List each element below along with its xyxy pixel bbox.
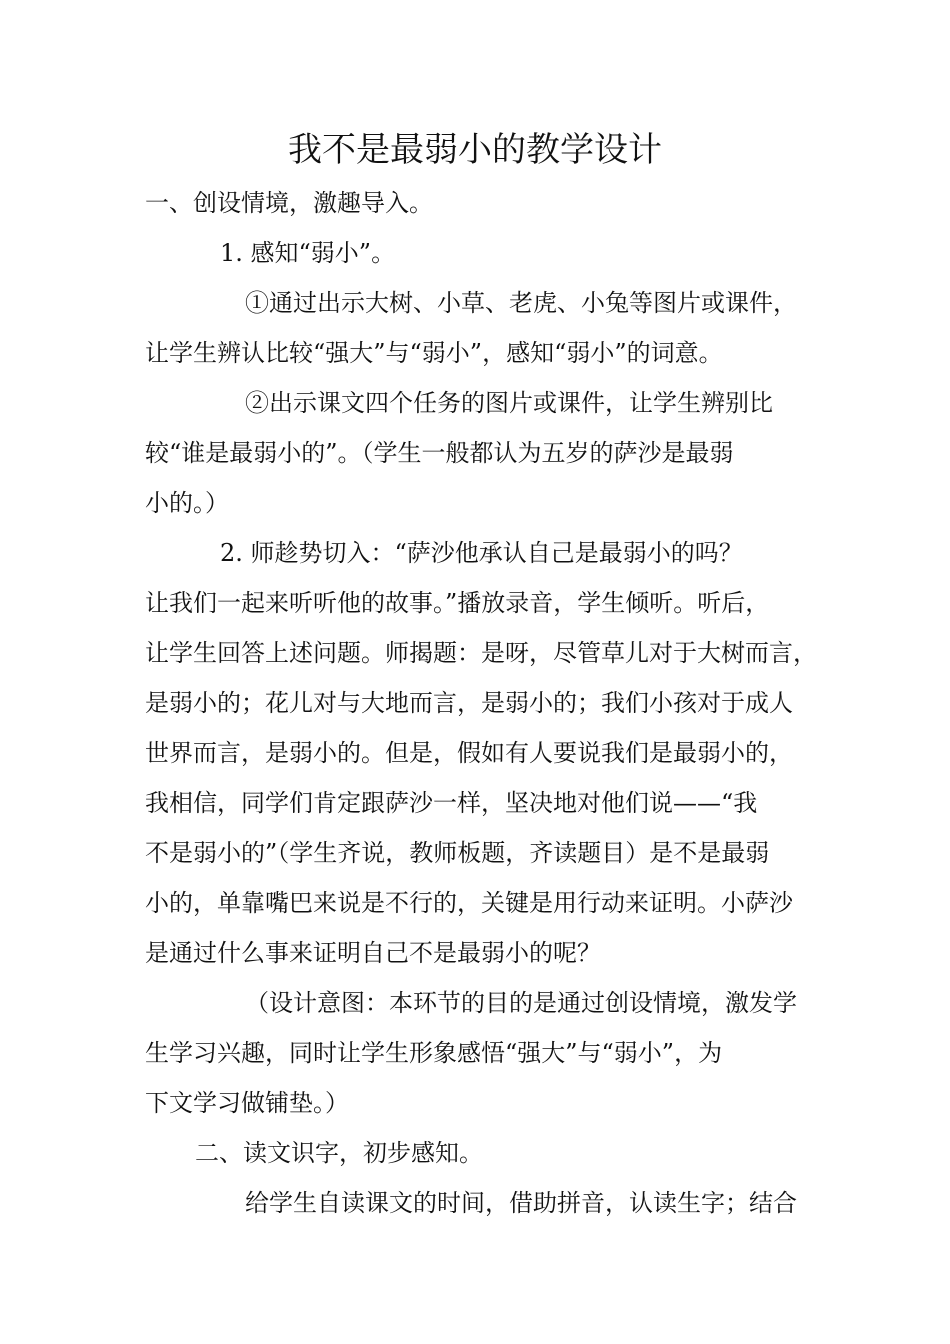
paragraph-line: 世界而言，是弱小的。但是，假如有人要说我们是最弱小的， bbox=[145, 739, 793, 767]
subheading-2: 2. 师趁势切入：“萨沙他承认自己是最弱小的吗？ bbox=[220, 539, 743, 567]
paragraph-line: 给学生自读课文的时间，借助拼音，认读生字；结合 bbox=[245, 1189, 797, 1217]
design-intent-line: 下文学习做铺垫。） bbox=[145, 1089, 349, 1117]
section-heading-1: 一、创设情境，激趣导入。 bbox=[145, 189, 433, 217]
paragraph-line: 让学生辨认比较“强大”与“弱小”，感知“弱小”的词意。 bbox=[145, 339, 723, 367]
page-title: 我不是最弱小的教学设计 bbox=[288, 130, 662, 170]
section-heading-2: 二、读文识字，初步感知。 bbox=[195, 1139, 483, 1167]
paragraph-line: 不是弱小的”（学生齐说，教师板题，齐读题目）是不是最弱 bbox=[145, 839, 770, 867]
paragraph-line: 小的。） bbox=[145, 489, 229, 517]
paragraph-line: 较“谁是最弱小的”。（学生一般都认为五岁的萨沙是最弱 bbox=[145, 439, 734, 467]
paragraph-line: 是通过什么事来证明自己不是最弱小的呢？ bbox=[145, 939, 601, 967]
paragraph-line: 小的，单靠嘴巴来说是不行的，关键是用行动来证明。小萨沙 bbox=[145, 889, 793, 917]
paragraph-line: ②出示课文四个任务的图片或课件，让学生辨别比 bbox=[245, 389, 773, 417]
paragraph-line: 让学生回答上述问题。师揭题：是呀，尽管草儿对于大树而言， bbox=[145, 639, 817, 667]
paragraph-line: ①通过出示大树、小草、老虎、小兔等图片或课件， bbox=[245, 289, 797, 317]
subheading-1: 1. 感知“弱小”。 bbox=[220, 239, 396, 267]
paragraph-line: 我相信，同学们肯定跟萨沙一样，坚决地对他们说——“我 bbox=[145, 789, 758, 817]
design-intent-line: 生学习兴趣，同时让学生形象感悟“强大”与“弱小”，为 bbox=[145, 1039, 723, 1067]
paragraph-line: 让我们一起来听听他的故事。”播放录音，学生倾听。听后， bbox=[145, 589, 770, 617]
paragraph-line: 是弱小的；花儿对与大地而言，是弱小的；我们小孩对于成人 bbox=[145, 689, 793, 717]
design-intent-line: （设计意图：本环节的目的是通过创设情境，激发学 bbox=[245, 989, 797, 1017]
